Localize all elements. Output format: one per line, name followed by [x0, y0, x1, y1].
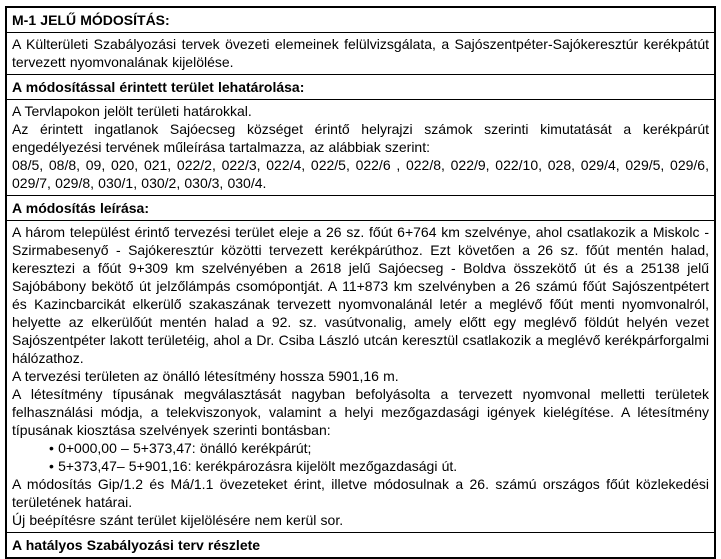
no-new-development-note: Új beépítésre szánt terület kijelölésére nem kerül sor. — [12, 512, 344, 528]
row-summary — [7, 33, 714, 75]
row-modification-description-body — [7, 221, 714, 533]
facility-length: A tervezési területen az önálló létesítmény hossza 5901,16 m. — [12, 368, 399, 384]
modification-title: M-1 JELŰ MÓDOSÍTÁS: — [12, 12, 170, 28]
zone-change-note: A módosítás Gip/1.2 és Má/1.1 övezeteket érint, illetve módosulnak a 26. számú országos főút közlekedési területének határai. — [12, 476, 709, 510]
area-delimitation-text: A Tervlapokon jelölt területi határokkal. — [12, 103, 252, 119]
row-modification-title — [7, 8, 714, 33]
section-bullet-2: • 5+373,47– 5+901,16: kerékpározásra kijelölt mezőgazdasági út. — [49, 458, 458, 474]
row-current-plan-header — [7, 533, 714, 557]
row-area-delimitation-body — [7, 100, 714, 196]
row-modification-description-header — [7, 196, 714, 221]
facility-type-intro: A létesítmény típusának megválasztását nagyban befolyásolta a tervezett nyomvonal melletti területek felhasználási módja, a telekviszonyok, valamint a helyi mezőgazdasági igények kielégítése. A létesítmény típusának kiosztása szelvények szerinti bontásban: — [12, 386, 709, 438]
modification-description-header: A módosítás leírása: — [12, 200, 149, 216]
current-plan-header: A hatályos Szabályozási terv részlete — [12, 537, 261, 553]
section-bullet-1: • 0+000,00 – 5+373,47: önálló kerékpárút; — [49, 440, 312, 456]
route-description: A három települést érintő tervezési terület eleje a 26 sz. főút 6+764 km szelvénye, ahol csatlakozik a Miskolc - Szirmabesenyő - Sajókeresztúr közötti tervezett kerékpárúthoz. Ezt követően a 26 sz. főút mentén halad, keresztezi a főút 9+309 km szelvényében a 2618 jelű Sajóecseg - Boldva összekötő út és a 25138 jelű Sajóbábony bekötő út jelzőlámpás csomópontját. A 11+873 km szelvényben a 26 számú főút Sajószentpétert és Kazincbarcikát elkerülő szakaszának tervezett nyomvonalánál letér a meglévő főút menti nyomvonalról, helyette az elkerülőút mentén halad a 92. sz. vasútvonalig, amely előtt egy meglévő földút helyén vezet Sajószentpéter lakott területéig, ahol a Dr. Csiba László utcán keresztül csatlakozik a meglévő kerékpárforgalmi hálózathoz. — [12, 224, 709, 366]
area-delimitation-header: A módosítással érintett terület lehatárolása: — [12, 79, 305, 95]
affected-parcels-intro: Az érintett ingatlanok Sajóecseg községet érintő helyrajzi számok szerinti kimutatását a kerékpárút engedélyezési tervének műleírása tartalmazza, az alábbiak szerint: — [12, 121, 709, 155]
summary-text: A Külterületi Szabályozási tervek övezeti elemeinek felülvizsgálata, a Sajószentpéter-Sajókeresztúr kerékpátút tervezett nyomvonalának kijelölése. — [12, 36, 709, 70]
parcel-number-list: 08/5, 08/8, 09, 020, 021, 022/2, 022/3, 022/4, 022/5, 022/6 , 022/8, 022/9, 022/10, 028, 029/4, 029/5, 029/6, 029/7, 029/8, 030/1, 030/2, 030/3, 030/4. — [12, 157, 709, 191]
modification-table — [5, 6, 716, 559]
row-area-delimitation-header — [7, 75, 714, 100]
